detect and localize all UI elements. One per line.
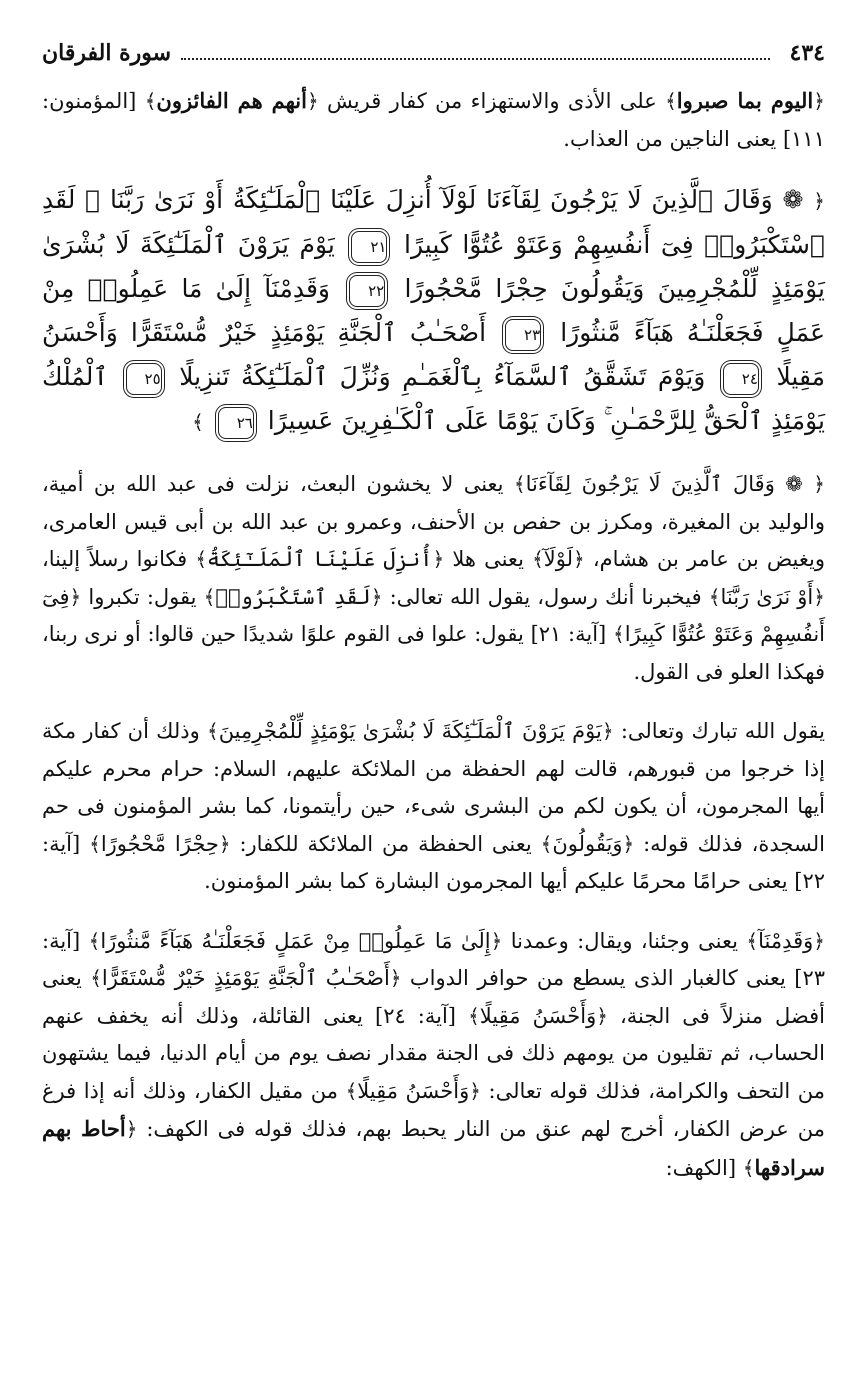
quote: أنهم هم الفائزون [156, 88, 307, 113]
running-header [42, 40, 825, 76]
bracket-open-ornament: ﴿ [370, 584, 383, 609]
bracket-close-ornament: ﴾ [89, 831, 101, 856]
quote: وَيَقُولُونَ [552, 831, 623, 856]
verse-text: وَقَدِمْنَآ إِلَىٰ مَا عَمِلُوا۟ مِنْ عَمَلٍ فَجَعَلْنَـٰهُ هَبَآءً مَّنثُورًا [42, 274, 825, 347]
verse-number-medallion: ٢٢ [349, 275, 385, 307]
verse-text: ٱلْمُلْكُ يَوْمَئِذٍ ٱلْحَقُّ لِلرَّحْمَـٰنِ ۚ وَكَانَ يَوْمًا عَلَى ٱلْكَـٰفِرِينَ عَسِيرًا [42, 362, 825, 435]
bracket-close-ornament: ﴾ [144, 89, 157, 113]
flower-ornament-icon: ❁ [785, 472, 803, 496]
verse-text: وَيَوْمَ تَشَقَّقُ ٱلسَّمَآءُ بِٱلْغَمَـٰمِ وَنُزِّلَ ٱلْمَلَـٰٓئِكَةُ تَنزِيلًا [179, 362, 706, 391]
quote: حِجْرًا مَّحْجُورًا [100, 831, 219, 856]
bracket-close-ornament: ﴾ [708, 584, 721, 609]
quote: وَقَالَ ٱلَّذِينَ لَا يَرْجُونَ لِقَآءَنَا [525, 472, 775, 496]
text: يعنى هلا [452, 547, 524, 571]
intro-paragraph [42, 82, 825, 158]
header-leader-dots [181, 57, 769, 60]
bracket-close-ornament: ﴾ [345, 1078, 358, 1103]
bracket-open-ornament: ﴿ [389, 966, 402, 990]
bracket-open-ornament: ﴿ [601, 719, 614, 743]
bracket-close-ornament: ﴾ [513, 472, 526, 496]
verse-number-medallion: ٢٦ [218, 407, 254, 439]
commentary-paragraph-2 [42, 713, 825, 901]
bracket-close-ornament: ﴾ [192, 410, 204, 434]
bracket-close-ornament: ﴾ [90, 966, 102, 990]
page-number: ٤٣٤ [789, 40, 825, 66]
text: وذلك أن كفار مكة إذا خرجوا من قبورهم، قالت لهم الحفظة من الملائكة عليهم، السلام: حرام محرم عليكم أيها المجرمون، أن يكون لكم من البشرى شىء، حين رأيتمونا، كما بشر المؤمنون فى حم السجدة، فذلك قوله: [42, 719, 825, 856]
quote: لَوْلَآ [543, 547, 574, 571]
bracket-close-ornament: ﴾ [468, 1003, 480, 1028]
text: يعنى أفضل منزلاً فى الجنة، [42, 966, 825, 1028]
bracket-open-ornament: ﴿ [813, 189, 825, 213]
bracket-open-ornament: ﴿ [813, 472, 825, 496]
quran-verses-block [42, 178, 825, 444]
text: يعنى الحفظة من الملائكة للكفار: [239, 831, 532, 856]
bracket-close-ornament: ﴾ [540, 831, 553, 856]
bracket-open-ornament: ﴿ [69, 584, 82, 609]
bracket-open-ornament: ﴿ [813, 928, 825, 953]
commentary-paragraph-3 [42, 923, 825, 1188]
text: يقول الله تبارك وتعالى: [620, 719, 825, 743]
text: [المؤمنون: ١١١] يعنى الناجين من العذاب. [42, 89, 825, 151]
bracket-close-ornament: ﴾ [612, 622, 625, 646]
bracket-open-ornament: ﴿ [622, 831, 635, 856]
verse-number-medallion: ٢٣ [505, 319, 541, 351]
flower-ornament-icon: ❁ [782, 185, 804, 214]
text: فيخبرنا أنك رسول، يقول الله تعالى: [389, 584, 702, 609]
quote: أُنزِلَ عَلَيْنَا ٱلْمَلَـٰٓئِكَةُ [207, 547, 433, 571]
bracket-open-ornament: ﴿ [469, 1078, 481, 1103]
verse-number-medallion: ٢٤ [723, 363, 759, 395]
text: [آية: ٢٣] يعنى كالغبار الذى يسطع من حوافر الدواب [42, 928, 825, 990]
bracket-close-ornament: ﴾ [88, 928, 101, 953]
text: [آية: ٢١] يقول: علوا فى القوم علوًا شديدًا حين قالوا: أو نرى ربنا، فهكذا العلو فى القول. [42, 622, 825, 684]
commentary-paragraph-1 [42, 466, 825, 691]
bracket-open-ornament: ﴿ [218, 831, 231, 856]
text: يقول: تكبروا [88, 584, 197, 609]
quote: وَأَحْسَنُ مَقِيلًا [479, 1003, 597, 1028]
verse-text: أَصْحَـٰبُ ٱلْجَنَّةِ يَوْمَئِذٍ خَيْرٌ مُّسْتَقَرًّا وَأَحْسَنُ مَقِيلًا [42, 318, 825, 391]
verse-text: وَقَالَ ٱلَّذِينَ لَا يَرْجُونَ لِقَآءَنَا لَوْلَآ أُنزِلَ عَلَيْنَا ٱلْمَلَـٰٓئِكَةُ أَوْ نَرَىٰ رَبَّنَا ۗ لَقَدِ ٱسْتَكْبَرُوا۟ فِىٓ أَنفُسِهِمْ وَعَتَوْ عُتُوًّا كَبِيرًا [42, 185, 825, 259]
text: [آية: ٢٢] يعنى حرامًا محرمًا عليكم أيها المجرمون البشارة كما بشر المؤمنون. [42, 831, 825, 893]
quote: أَوْ نَرَىٰ رَبَّنَا [720, 584, 814, 609]
quote: فِىٓ أَنفُسِهِمْ وَعَتَوْ عُتُوًّا كَبِيرًا [42, 584, 825, 646]
verse-number-medallion: ٢١ [351, 231, 387, 263]
quote: وَقَدِمْنَآ [758, 928, 814, 953]
quote: أحاط بهم سرادقها [42, 1116, 825, 1180]
quote: يَوْمَ يَرَوْنَ ٱلْمَلَـٰٓئِكَةَ لَا بُشْرَىٰ يَوْمَئِذٍ لِّلْمُجْرِمِينَ [218, 719, 602, 743]
text: [آية: ٢٤] يعنى القائلة، وذلك أنه يخفف عنهم الحساب، ثم تقليون من يومهم ذلك فى الجنة مقدار نصف يوم من أيام الدنيا، فيما يشتهون من التحف والكرامة، فذلك قوله تعالى: [42, 1003, 825, 1103]
bracket-close-ornament: ﴾ [206, 719, 219, 743]
bracket-open-ornament: ﴿ [490, 928, 503, 953]
bracket-open-ornament: ﴿ [813, 584, 825, 609]
text: يعنى وجئنا، ويقال: وعمدنا [510, 928, 738, 953]
bracket-open-ornament: ﴿ [573, 547, 585, 571]
text: يعنى لا يخشون البعث، نزلت فى عبد الله بن أمية، والوليد بن المغيرة، ومكرز بن حفص بن الأحنف، وعمرو بن عبد الله بن أبى قيس العامرى، ويغيض بن عامر بن هشام، [42, 472, 825, 571]
bracket-close-ornament: ﴾ [746, 928, 759, 953]
text: على الأذى والاستهزاء من كفار قريش [327, 89, 657, 113]
bracket-close-ornament: ﴾ [742, 1155, 755, 1180]
quote: أَصْحَـٰبُ ٱلْجَنَّةِ يَوْمَئِذٍ خَيْرٌ مُّسْتَقَرًّا [101, 966, 390, 990]
text: [الكهف: [665, 1155, 737, 1180]
bracket-open-ornament: ﴿ [432, 547, 445, 571]
bracket-open-ornament: ﴿ [813, 89, 825, 113]
quote: إِلَىٰ مَا عَمِلُوا۟ مِنْ عَمَلٍ فَجَعَلْنَـٰهُ هَبَآءً مَّنثُورًا [100, 928, 491, 953]
bracket-close-ornament: ﴾ [195, 547, 208, 571]
bracket-open-ornament: ﴿ [596, 1003, 608, 1028]
quote: وَأَحْسَنُ مَقِيلًا [357, 1078, 470, 1103]
bracket-close-ornament: ﴾ [203, 584, 216, 609]
text: فكانوا رسلاً إلينا، [42, 547, 188, 571]
bracket-close-ornament: ﴾ [665, 89, 677, 113]
text: من مقيل الكفار، وذلك أنه إذا فرغ من عرض الكفار، أخرج لهم عنق من النار يحبط بهم، فذلك قوله فى الكهف: [42, 1078, 825, 1141]
verse-text: يَوْمَ يَرَوْنَ ٱلْمَلَـٰٓئِكَةَ لَا بُشْرَىٰ يَوْمَئِذٍ لِّلْمُجْرِمِينَ وَيَقُولُونَ حِجْرًا مَّحْجُورًا [42, 230, 825, 303]
surah-title: سورة الفرقان [42, 40, 172, 66]
bracket-open-ornament: ﴿ [306, 89, 319, 113]
bracket-open-ornament: ﴿ [125, 1117, 138, 1141]
quote: لَقَدِ ٱسْتَكْبَرُوا۟ [215, 584, 371, 609]
quote: اليوم بما صبروا [676, 88, 814, 113]
bracket-close-ornament: ﴾ [532, 547, 544, 571]
verse-number-medallion: ٢٥ [126, 363, 162, 395]
